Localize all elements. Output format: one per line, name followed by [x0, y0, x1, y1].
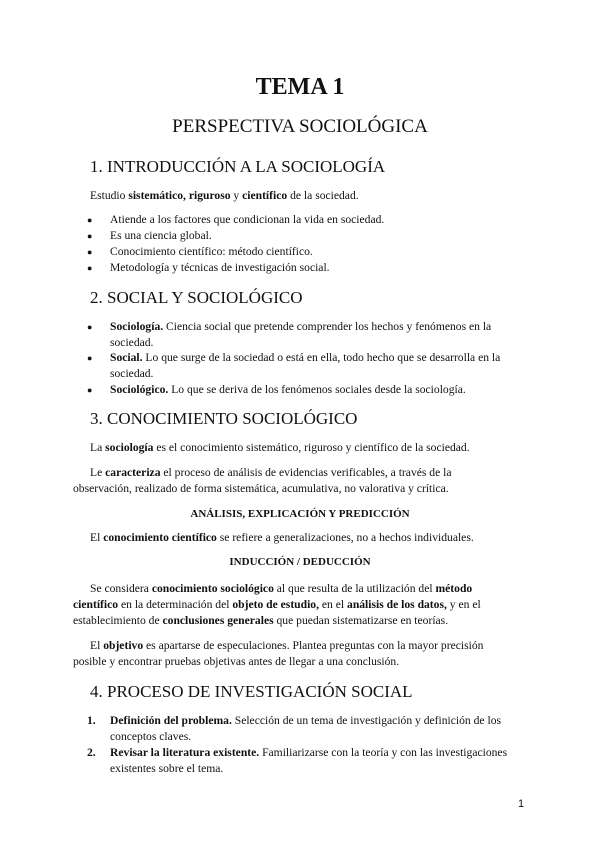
- paragraph-continuation: científico en la determinación del objeto de estudio, en el análisis de los datos, y en el: [73, 598, 481, 611]
- paragraph-continuation: posible y encontrar pruebas objetivas antes de llegar a una conclusión.: [73, 655, 400, 668]
- list-item: 2. Revisar la literatura existente. Familiarizarse con la teoría y con las investigaciones existentes sobre el tema.: [87, 746, 508, 775]
- list-item: ● Social. Lo que surge de la sociedad o está en ella, todo hecho que se desarrolla en la sociedad.: [87, 351, 501, 380]
- section-heading-2: 2. SOCIAL Y SOCIOLÓGICO: [90, 288, 303, 307]
- list-item: ● Es una ciencia global.: [87, 229, 212, 242]
- section-heading-3: 3. CONOCIMIENTO SOCIOLÓGICO: [90, 409, 358, 428]
- subheading: ANÁLISIS, EXPLICACIÓN Y PREDICCIÓN: [190, 508, 410, 520]
- list-item: ● Sociológico. Lo que se deriva de los fenómenos sociales desde la sociología.: [87, 383, 466, 396]
- page-subtitle: PERSPECTIVA SOCIOLÓGICA: [172, 116, 428, 137]
- section-heading-4: 4. PROCESO DE INVESTIGACIÓN SOCIAL: [90, 682, 413, 701]
- paragraph: Estudio sistemático, riguroso y científico de la sociedad.: [90, 189, 359, 202]
- page-number: 1: [518, 798, 525, 810]
- paragraph: El conocimiento científico se refiere a generalizaciones, no a hechos individuales.: [90, 531, 474, 544]
- paragraph: Le caracteriza el proceso de análisis de evidencias verificables, a través de la: [90, 466, 452, 479]
- paragraph: El objetivo es apartarse de especulaciones. Plantea preguntas con la mayor precisión: [90, 639, 484, 652]
- section-heading-1: 1. INTRODUCCIÓN A LA SOCIOLOGÍA: [90, 157, 386, 176]
- paragraph: Se considera conocimiento sociológico al que resulta de la utilización del método: [90, 582, 473, 595]
- paragraph-continuation: observación, realizado de forma sistemática, acumulativa, no valorativa y crítica.: [73, 482, 449, 495]
- list-item: 1. Definición del problema. Selección de un tema de investigación y definición de los conceptos claves.: [87, 714, 501, 743]
- page-title: TEMA 1: [255, 74, 345, 100]
- list-item: ● Conocimiento científico: método científico.: [87, 245, 313, 258]
- paragraph: La sociología es el conocimiento sistemático, riguroso y científico de la sociedad.: [90, 441, 470, 454]
- paragraph-continuation: establecimiento de conclusiones generales que puedan sistematizarse en teorías.: [73, 614, 449, 627]
- subheading: INDUCCIÓN / DEDUCCIÓN: [229, 556, 371, 568]
- list-item: ● Sociología. Ciencia social que pretende comprender los hechos y fenómenos en la sociedad.: [87, 320, 492, 349]
- list-item: ● Metodología y técnicas de investigación social.: [87, 261, 330, 274]
- list-item: ● Atiende a los factores que condicionan la vida en sociedad.: [87, 213, 385, 226]
